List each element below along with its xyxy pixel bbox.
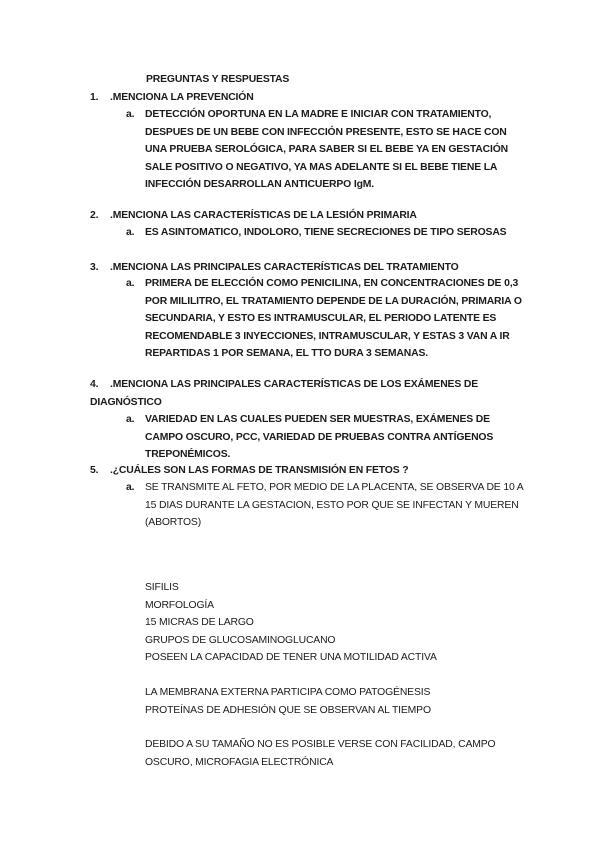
question-number: 3. <box>90 262 99 273</box>
question-number: 5. <box>90 465 99 476</box>
question-1 <box>90 89 540 107</box>
notes-line: PROTEÍNAS DE ADHESIÓN QUE SE OBSERVAN AL TIEMPO <box>145 704 431 716</box>
question-text: .MENCIONA LAS CARACTERÍSTICAS DE LA LESIÓN PRIMARIA <box>110 210 417 221</box>
answer-text: ES ASINTOMATICO, INDOLORO, TIENE SECRECIONES DE TIPO SEROSAS <box>145 227 507 238</box>
answer-letter: a. <box>126 482 135 493</box>
question-5 <box>90 462 540 480</box>
question-2 <box>90 207 540 225</box>
notes-line: DEBIDO A SU TAMAÑO NO ES POSIBLE VERSE CON FACILIDAD, CAMPO <box>145 739 496 751</box>
answer-text: VARIEDAD EN LAS CUALES PUEDEN SER MUESTRAS, EXÁMENES DE CAMPO OSCURO, PCC, VARIEDAD DE PRUEBAS CONTRA ANTÍGENOS TREPONÉMICOS. <box>145 414 494 461</box>
question-text: .MENCIONA LAS PRINCIPALES CARACTERÍSTICAS DEL TRATAMIENTO <box>110 262 459 273</box>
question-text: .MENCIONA LAS PRINCIPALES CARACTERÍSTICAS DE LOS EXÁMENES DE DIAGNÓSTICO <box>90 379 478 408</box>
answer-text: DETECCIÓN OPORTUNA EN LA MADRE E INICIAR CON TRATAMIENTO, DESPUES DE UN BEBE CON INFECCIÓN PRESENTE, ESTO SE HACE CON UNA PRUEBA SEROLÓGICA, PARA SABER SI EL BEBE YA EN GESTACIÓN SALE POSITIVO O NEGATIVO, YA MAS ADELANTE SI EL BEBE TIENE LA INFECCIÓN DESARROLLAN ANTICUERPO IgM. <box>145 109 508 191</box>
notes-line: POSEEN LA CAPACIDAD DE TENER UNA MOTILIDAD ACTIVA <box>145 652 437 664</box>
answer-text: PRIMERA DE ELECCIÓN COMO PENICILINA, EN CONCENTRACIONES DE 0,3 POR MILILITRO, EL TRATAMIENTO DEPENDE DE LA DURACIÓN, PRIMARIA O SECUNDARIA, Y ESTO ES INTRAMUSCULAR, EL PERIODO LATENTE ES RECOMENDABLE 3 INYECCIONES, INTRAMUSCULAR, Y ESTAS 3 VAN A IR REPARTIDAS 1 POR SEMANA, EL TTO DURA 3 SEMANAS. <box>145 278 522 360</box>
question-number: 2. <box>90 210 99 221</box>
answer-letter: a. <box>126 414 135 425</box>
answer-letter: a. <box>126 278 135 289</box>
page-title: PREGUNTAS Y RESPUESTAS <box>146 74 290 85</box>
notes-section <box>145 579 525 771</box>
notes-spacer <box>145 667 525 684</box>
answer-4 <box>126 411 524 464</box>
question-3 <box>90 259 540 277</box>
notes-line: OSCURO, MICROFAGIA ELECTRÓNICA <box>145 756 334 768</box>
answer-3 <box>126 275 524 363</box>
question-number: 4. <box>90 379 99 390</box>
notes-line: MORFOLOGÍA <box>145 599 214 611</box>
question-4 <box>90 376 510 411</box>
answer-2 <box>126 224 524 242</box>
notes-line: LA MEMBRANA EXTERNA PARTICIPA COMO PATOGÉNESIS <box>145 686 431 698</box>
answer-letter: a. <box>126 109 135 120</box>
notes-line: 15 MICRAS DE LARGO <box>145 617 254 629</box>
answer-letter: a. <box>126 227 135 238</box>
notes-line: GRUPOS DE GLUCOSAMINOGLUCANO <box>145 634 336 646</box>
question-text: .¿CUÁLES SON LAS FORMAS DE TRANSMISIÓN EN FETOS ? <box>110 465 409 476</box>
answer-5 <box>126 479 524 532</box>
notes-line: SIFILIS <box>145 582 179 593</box>
answer-1 <box>126 106 524 194</box>
question-number: 1. <box>90 92 99 103</box>
question-text: .MENCIONA LA PREVENCIÓN <box>110 92 254 103</box>
notes-spacer <box>145 719 525 736</box>
answer-text: SE TRANSMITE AL FETO, POR MEDIO DE LA PLACENTA, SE OBSERVA DE 10 A 15 DIAS DURANTE LA GESTACION, ESTO POR QUE SE INFECTAN Y MUEREN (ABORTOS) <box>145 482 523 529</box>
